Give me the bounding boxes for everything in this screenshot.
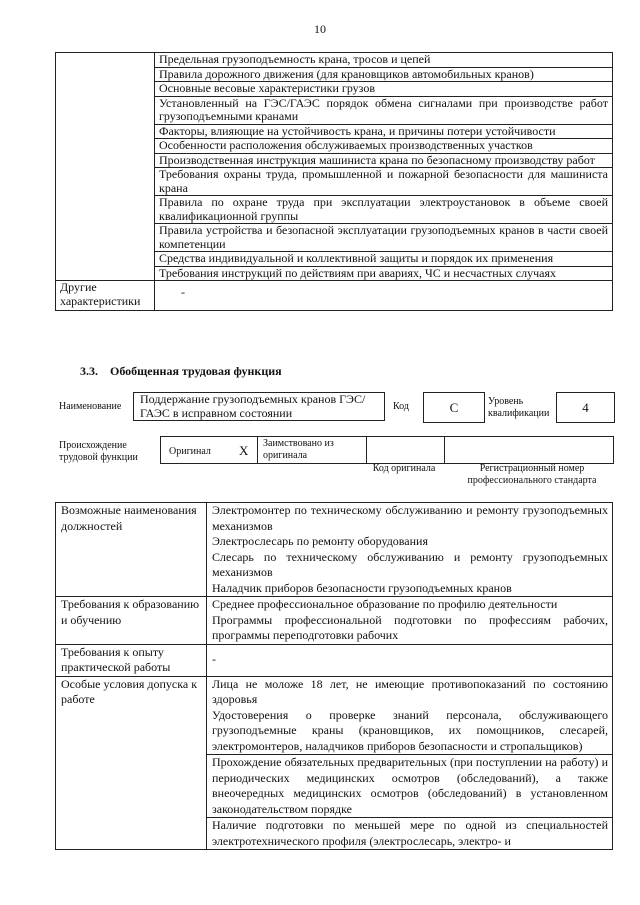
code-original-caption: Код оригинала — [372, 463, 436, 474]
row-value-line: Среднее профессиональное образование по профилю деятельности — [212, 597, 558, 611]
row-label: Требования к образованию и обучению — [56, 597, 207, 645]
original-mark: X — [239, 443, 249, 458]
knowledge-item: Правила устройства и безопасной эксплуатации грузоподъемных кранов в части своей компетенции — [155, 224, 613, 252]
other-characteristics-label: Другие характеристики — [56, 281, 155, 311]
table-row — [56, 503, 613, 597]
row-value — [207, 676, 613, 755]
page-number: 10 — [314, 22, 326, 36]
row-value-line: - — [212, 652, 216, 667]
knowledge-item: Факторы, влияющие на устойчивость крана, и причины потери устойчивости — [155, 124, 613, 139]
code-value-box — [423, 392, 485, 423]
origin-divider — [366, 437, 367, 463]
knowledge-item: Предельная грузоподъемность крана, тросов и цепей — [155, 53, 613, 68]
row-value — [207, 755, 613, 818]
table-row — [56, 676, 613, 755]
row-value — [207, 597, 613, 645]
section-heading — [80, 364, 294, 379]
row-value-line: Лица не моложе 18 лет, не имеющие противопоказаний по состоянию здоровья — [212, 676, 608, 706]
origin-divider — [444, 437, 445, 463]
code-label: Код — [393, 401, 409, 412]
row-value-line: Удостоверения о проверке знаний персонала, обслуживающего грузоподъемные краны (крановщиков, их помощников, слесарей, электромонтеров, наладчиков приборов безопасности и стропальщиков) — [212, 707, 608, 753]
origin-divider — [257, 437, 258, 463]
row-label: Особые условия допуска к работе — [56, 676, 207, 850]
origin-label: Происхождение трудовой функции — [59, 440, 138, 463]
knowledge-table — [55, 52, 613, 311]
row-value — [207, 644, 613, 676]
knowledge-item: Основные весовые характеристики грузов — [155, 82, 613, 97]
requirements-table — [55, 502, 613, 850]
section-number: 3.3. — [80, 364, 98, 378]
row-value-line: Прохождение обязательных предварительных (при поступлении на работу) и периодических медицинских осмотров (обследований), а также внеочередных медицинских осмотров (обследований) в установленном законодательством порядке — [212, 755, 608, 816]
knowledge-item: Особенности расположения обслуживаемых производственных участков — [155, 139, 613, 154]
row-value — [207, 503, 613, 597]
row-label: Требования к опыту практической работы — [56, 644, 207, 676]
borrowed-label: Заимствовано из оригинала — [263, 438, 334, 461]
level-value-box — [556, 392, 615, 423]
knowledge-item: Установленный на ГЭС/ГАЭС порядок обмена сигналами при производстве работ грузоподъемными кранами — [155, 96, 613, 124]
level-label: Уровень квалификации — [488, 396, 550, 419]
row-label: Возможные наименования должностей — [56, 503, 207, 597]
reg-number-caption: Регистрационный номер профессионального стандарта — [467, 463, 597, 486]
knowledge-item: Правила по охране труда при эксплуатации электроустановок в объеме своей квалификационной группы — [155, 196, 613, 224]
knowledge-label-cell — [56, 53, 155, 281]
table-row — [56, 597, 613, 645]
knowledge-item: Средства индивидуальной и коллективной защиты и порядок их применения — [155, 252, 613, 267]
original-label: Оригинал — [169, 446, 211, 457]
level-value: 4 — [582, 400, 589, 415]
row-value-line: Электрослесарь по ремонту оборудования — [212, 534, 428, 548]
name-value-box — [133, 392, 385, 421]
section-title: Обобщенная трудовая функция — [110, 364, 282, 378]
knowledge-item: Требования охраны труда, промышленной и пожарной безопасности для машиниста крана — [155, 168, 613, 196]
row-value-line: Электромонтер по техническому обслуживанию и ремонту грузоподъемных механизмов — [212, 503, 608, 533]
other-characteristics-value: - — [155, 281, 613, 311]
code-value: C — [449, 400, 459, 415]
row-value-line: Наладчик приборов безопасности грузоподъемных кранов — [212, 580, 512, 595]
row-value-line: Программы профессиональной подготовки по профессиям рабочих, программы переподготовки рабочих — [212, 612, 608, 642]
knowledge-item: Производственная инструкция машиниста крана по безопасному производству работ — [155, 153, 613, 168]
origin-box — [160, 436, 614, 464]
knowledge-item: Правила дорожного движения (для крановщиков автомобильных кранов) — [155, 67, 613, 82]
knowledge-item: Требования инструкций по действиям при авариях, ЧС и несчастных случаях — [155, 266, 613, 281]
name-value: Поддержание грузоподъемных кранов ГЭС/ГАЭС в исправном состоянии — [140, 392, 366, 420]
row-value — [207, 818, 613, 850]
row-value-line: Наличие подготовки по меньшей мере по одной из специальностей электротехнического профиля (электрослесарь, электро- и — [212, 818, 608, 848]
table-row — [56, 644, 613, 676]
row-value-line: Слесарь по техническому обслуживанию и ремонту грузоподъемных механизмов — [212, 549, 608, 579]
name-label: Наименование — [59, 401, 122, 412]
